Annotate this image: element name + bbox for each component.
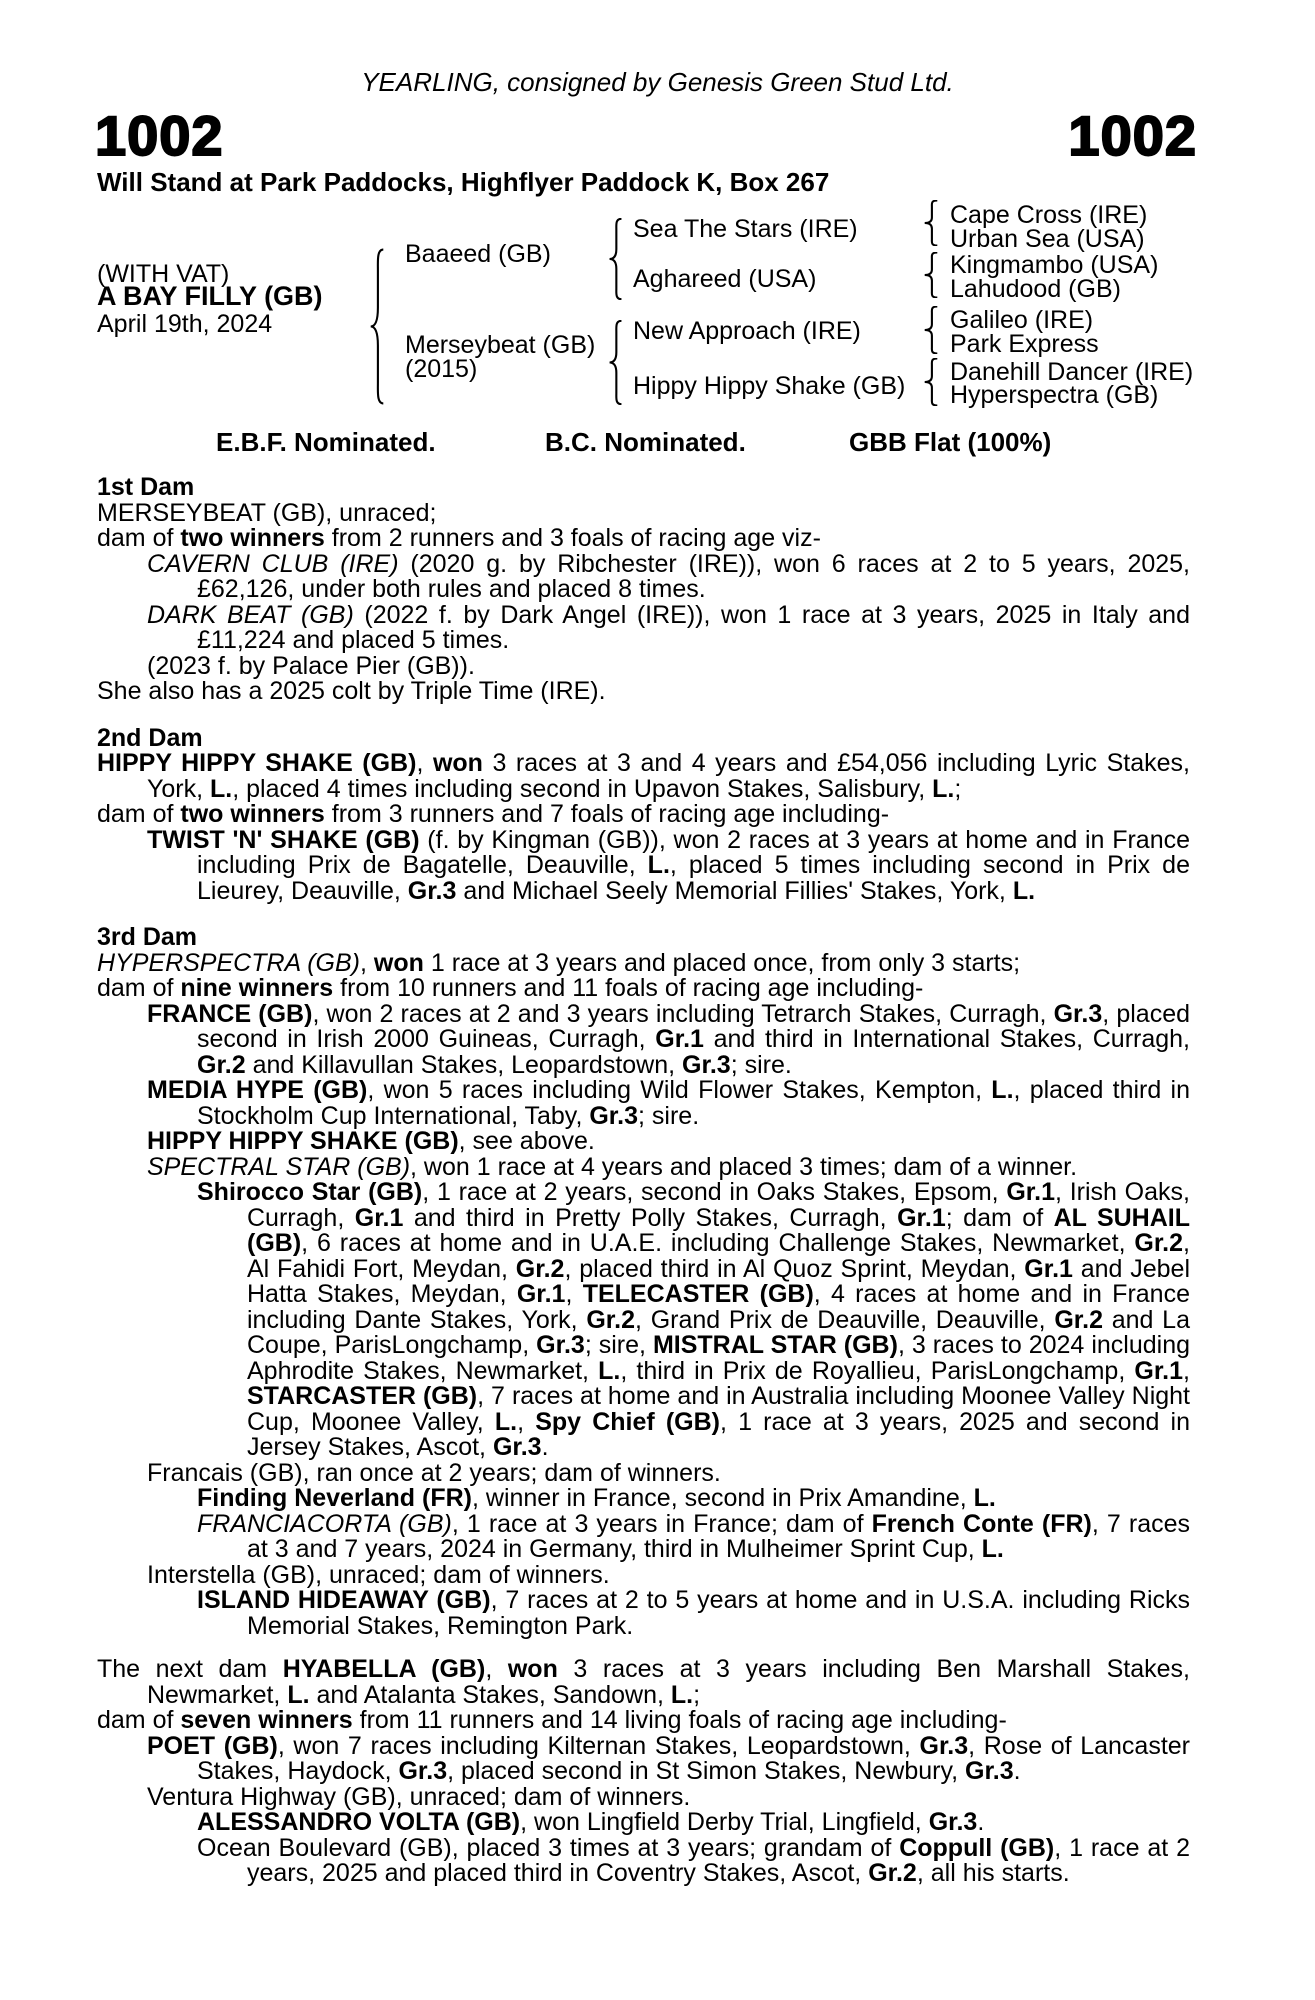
pedigree-paragraph — [97, 1708, 1190, 1734]
pedigree-paragraph — [97, 600, 1190, 654]
pedigree-paragraph — [97, 1731, 1190, 1785]
text-segment: , 7 races at home and in Australia including Moonee Valley Night Cup, Moonee Valley, — [247, 1382, 1191, 1436]
text-segment: , — [360, 948, 374, 977]
text-segment: FRANCIACORTA (GB) — [197, 1509, 452, 1538]
foal-date: April 19th, 2024 — [97, 310, 273, 338]
pedigree-paragraph — [97, 1782, 1190, 1811]
text-segment: Gr.2 — [868, 1859, 917, 1887]
text-segment: . — [977, 1808, 985, 1836]
text-segment: Gr.1 — [1134, 1356, 1184, 1385]
pedigree-paragraph — [97, 498, 1190, 527]
text-segment: , all his starts. — [916, 1859, 1070, 1887]
ebf-nominated-label: E.B.F. Nominated. — [216, 427, 436, 457]
text-segment: , — [1183, 1356, 1190, 1385]
text-segment: , won 1 race at 4 years and placed 3 times; dam of a winner. — [410, 1152, 1078, 1181]
pedigree-paragraph — [97, 1810, 1190, 1836]
text-segment: , winner in France, second in Prix Amandine, — [472, 1484, 974, 1512]
text-segment: , 1 race at 2 years, 2025 and placed third in Coventry Stakes, Ascot, — [247, 1833, 1190, 1887]
text-segment: Gr.2 — [515, 1254, 565, 1283]
pedigree-brace-sire — [607, 218, 624, 300]
pedigree-paragraph — [97, 1458, 1190, 1487]
pedigree-paragraph — [97, 1560, 1190, 1589]
text-segment: . — [1013, 1757, 1021, 1785]
text-segment: dam of — [97, 974, 181, 1002]
text-segment: , 1 race at 2 years, second in Oaks Stakes, Epsom, — [422, 1178, 1007, 1206]
text-segment: , — [517, 1407, 536, 1436]
text-segment: dam of — [97, 800, 181, 828]
great-grandparent-8: Hyperspectra (GB) — [950, 381, 1159, 409]
section-heading: 1st Dam — [97, 473, 195, 501]
text-segment: and La Coupe, ParisLongchamp, — [247, 1305, 1190, 1359]
text-segment: and Atalanta Stakes, Sandown, — [309, 1680, 671, 1709]
text-segment: HIPPY HIPPY SHAKE (GB) — [147, 1127, 459, 1155]
text-segment: won — [507, 1655, 558, 1683]
text-segment: , placed 5 times including second in Prix de Lieurey, Deauville, — [197, 851, 1190, 905]
text-segment: Francais (GB), ran once at 2 years; dam of winners. — [147, 1458, 721, 1487]
pedigree-paragraph — [97, 751, 1190, 802]
text-segment: dam of — [97, 1706, 181, 1734]
pedigree-paragraph — [97, 651, 1190, 680]
text-segment: ; — [693, 1680, 701, 1709]
text-segment: from 10 runners and 11 foals of racing age including- — [333, 974, 924, 1002]
great-grandparent-3: Kingmambo (USA) — [950, 251, 1159, 279]
text-segment: French Conte (FR) — [871, 1509, 1092, 1538]
text-segment: (f. by Kingman (GB)), won 2 races at 3 years at home and in France including Prix de Bagatelle, Deauville, — [197, 825, 1191, 879]
text-segment: L. — [287, 1680, 310, 1709]
text-segment: Ocean Boulevard (GB), placed 3 times at 3 years; grandam of — [197, 1833, 900, 1862]
text-segment: Gr.2 — [1134, 1229, 1184, 1257]
text-segment: won — [373, 948, 424, 977]
text-segment: and Michael Seely Memorial Fillies' Stakes, York, — [456, 876, 1013, 905]
text-segment: DARK BEAT (GB) — [147, 600, 354, 629]
text-segment: Coppull (GB) — [899, 1833, 1055, 1862]
text-segment: L. — [981, 1535, 1004, 1563]
text-segment: Interstella (GB), unraced; dam of winners. — [147, 1560, 610, 1589]
text-segment: Gr.3 — [589, 1101, 639, 1130]
text-segment: MERSEYBEAT (GB), unraced; — [97, 498, 437, 527]
foal-name: A BAY FILLY (GB) — [97, 281, 323, 311]
text-segment: She also has a 2025 colt by Triple Time (IRE). — [97, 677, 606, 705]
text-segment: , 6 races at home and in U.A.E. including Challenge Stakes, Newmarket, — [301, 1229, 1135, 1257]
text-segment: Ventura Highway (GB), unraced; dam of winners. — [147, 1782, 691, 1811]
text-segment: , placed second in Irish 2000 Guineas, Curragh, — [197, 999, 1191, 1053]
text-segment: , won 2 races at 2 and 3 years including Tetrarch Stakes, Curragh, — [312, 999, 1054, 1028]
text-segment: Gr.3 — [682, 1050, 731, 1079]
next-dam-section — [97, 1657, 1190, 1887]
pedigree-paragraph — [97, 1152, 1190, 1181]
text-segment: CAVERN CLUB (IRE) — [147, 549, 399, 578]
text-segment: 3 races at 3 years including Ben Marshall Stakes, Newmarket, — [147, 1655, 1190, 1709]
text-segment: ; dam of — [945, 1203, 1054, 1232]
text-segment: from 3 runners and 7 foals of racing age including- — [324, 800, 890, 828]
lot-number-right: 1002 — [1068, 104, 1197, 167]
text-segment: Gr.2 — [586, 1305, 636, 1334]
pedigree-paragraph — [97, 1180, 1190, 1461]
text-segment: won — [432, 749, 483, 777]
dam-year: (2015) — [405, 355, 478, 383]
text-segment: , won Lingfield Derby Trial, Lingfield, — [520, 1808, 929, 1836]
great-grandparent-1: Cape Cross (IRE) — [950, 201, 1148, 229]
text-segment: (2022 f. by Dark Angel (IRE)), won 1 race at 3 years, 2025 in Italy and £11,224 and placed 5 times. — [197, 600, 1190, 654]
text-segment: , Grand Prix de Deauville, Deauville, — [635, 1305, 1055, 1334]
third-dam-section — [97, 925, 1190, 1639]
pedigree-paragraph — [97, 526, 1190, 552]
pedigree-paragraph — [97, 948, 1190, 977]
text-segment: , third in Prix de Royallieu, ParisLongchamp, — [620, 1356, 1135, 1385]
text-segment: SPECTRAL STAR (GB) — [147, 1152, 411, 1181]
second-dam-section — [97, 723, 1191, 905]
text-segment: , placed 4 times including second in Upavon Stakes, Salisbury, — [232, 774, 933, 803]
text-segment: HIPPY HIPPY SHAKE (GB) — [97, 749, 417, 777]
text-segment: L. — [670, 1680, 694, 1709]
dam-name: Merseybeat (GB) — [405, 331, 596, 359]
text-segment: , see above. — [458, 1127, 595, 1155]
text-segment: POET (GB) — [147, 1731, 278, 1760]
text-segment: MISTRAL STAR (GB) — [652, 1331, 898, 1359]
text-segment: ; sire, — [584, 1331, 653, 1359]
pedigree-paragraph — [97, 802, 1190, 828]
text-segment: Gr.1 — [1006, 1178, 1055, 1206]
great-grandparent-2: Urban Sea (USA) — [950, 225, 1145, 253]
text-segment: , 7 races at 2 to 5 years at home and in U.S.A. including Ricks Memorial Stakes, Remington Park. — [247, 1586, 1191, 1640]
granddam-1: Aghareed (USA) — [633, 265, 817, 293]
first-dam-section — [97, 475, 1190, 705]
text-segment: , Al Fahidi Fort, Meydan, — [247, 1229, 1190, 1283]
pedigree-paragraph — [97, 1833, 1190, 1887]
text-segment: Spy Chief (GB) — [535, 1407, 720, 1436]
text-segment: , placed third in Al Quoz Sprint, Meydan, — [564, 1254, 1025, 1283]
pedigree-brace-gen3-1 — [922, 200, 940, 246]
text-segment: Gr.3 — [398, 1757, 448, 1785]
pedigree-paragraph — [97, 1588, 1190, 1639]
text-segment: Gr.2 — [1054, 1305, 1103, 1334]
text-segment: STARCASTER (GB) — [247, 1382, 478, 1410]
text-segment: , 1 race at 3 years in France; dam of — [451, 1509, 872, 1538]
pedigree-brace-gen3-3 — [922, 306, 940, 354]
text-segment: and third in Pretty Polly Stakes, Curragh, — [403, 1203, 898, 1232]
pedigree-paragraph — [97, 825, 1191, 905]
pedigree-paragraph — [97, 679, 1190, 705]
text-segment: , placed second in St Simon Stakes, Newbury, — [447, 1757, 965, 1785]
text-segment: L. — [991, 1076, 1014, 1104]
text-segment: , won 7 races including Kilternan Stakes, Leopardstown, — [277, 1731, 920, 1760]
sire-name: Baaeed (GB) — [405, 240, 551, 268]
pedigree-paragraph — [97, 999, 1191, 1079]
text-segment: , 1 race at 3 years, 2025 and second in Jersey Stakes, Ascot, — [247, 1407, 1190, 1461]
pedigree-brace-gen3-2 — [922, 252, 940, 298]
pedigree-paragraph — [97, 1657, 1190, 1708]
gbb-flat-label: GBB Flat (100%) — [849, 427, 1052, 457]
text-segment: FRANCE (GB) — [147, 999, 313, 1028]
text-segment: L. — [1012, 876, 1036, 905]
text-segment: AL SUHAIL (GB) — [247, 1203, 1191, 1257]
text-segment: . — [541, 1433, 549, 1461]
text-segment: TELECASTER (GB) — [582, 1280, 814, 1308]
text-segment: , Rose of Lancaster Stakes, Haydock, — [197, 1731, 1190, 1785]
text-segment: Gr.3 — [919, 1731, 969, 1760]
text-segment: ; — [954, 774, 962, 803]
pedigree-brace-main — [368, 248, 386, 405]
text-segment: L. — [598, 1356, 621, 1385]
great-grandparent-7: Danehill Dancer (IRE) — [950, 358, 1194, 386]
great-grandparent-6: Park Express — [950, 330, 1099, 358]
text-segment: HYABELLA (GB) — [282, 1655, 486, 1683]
text-segment: 1 race at 3 years and placed once, from only 3 starts; — [423, 948, 1021, 977]
text-segment: dam of — [97, 524, 181, 552]
pedigree-paragraph — [97, 976, 1190, 1002]
granddam-2: Hippy Hippy Shake (GB) — [633, 372, 906, 400]
text-segment: , Irish Oaks, Curragh, — [247, 1178, 1190, 1232]
pedigree-text-body — [97, 475, 1190, 1887]
text-segment: Gr.3 — [492, 1433, 542, 1461]
pedigree-brace-gen3-4 — [922, 358, 940, 406]
text-segment: L. — [210, 774, 233, 803]
text-segment: ; sire. — [638, 1101, 700, 1130]
text-segment: Gr.1 — [897, 1203, 946, 1232]
text-segment: The next dam — [97, 1655, 283, 1683]
text-segment: Gr.1 — [516, 1280, 566, 1308]
text-segment: , placed third in Stockholm Cup International, Taby, — [197, 1076, 1191, 1130]
text-segment: , 3 races to 2024 including Aphrodite Stakes, Newmarket, — [247, 1331, 1191, 1385]
text-segment: two winners — [180, 800, 325, 828]
text-segment: L. — [932, 774, 955, 803]
section-heading: 2nd Dam — [97, 723, 203, 752]
text-segment: Gr.3 — [1053, 999, 1103, 1028]
pedigree-paragraph — [97, 1509, 1191, 1563]
text-segment: MEDIA HYPE (GB) — [147, 1076, 368, 1104]
text-segment: , — [416, 749, 433, 777]
lot-number-left: 1002 — [95, 104, 224, 167]
pedigree-paragraph — [97, 1129, 1190, 1155]
text-segment: (2023 f. by Palace Pier (GB)). — [147, 651, 475, 680]
text-segment: and Killavullan Stakes, Leopardstown, — [245, 1050, 683, 1079]
text-segment: (2020 g. by Ribchester (IRE)), won 6 races at 2 to 5 years, 2025, £62,126, under both rules and placed 8 times. — [197, 549, 1190, 603]
pedigree-table — [0, 0, 1315, 430]
text-segment: from 11 runners and 14 living foals of racing age including- — [352, 1706, 1007, 1734]
text-segment: Gr.1 — [1024, 1254, 1073, 1283]
text-segment: ISLAND HIDEAWAY (GB) — [197, 1586, 491, 1614]
consignor-line: YEARLING, consigned by Genesis Green Stud Ltd. — [361, 67, 954, 97]
text-segment: L. — [973, 1484, 996, 1512]
text-segment: and third in International Stakes, Curragh, — [703, 1025, 1191, 1053]
text-segment: Finding Neverland (FR) — [197, 1484, 472, 1512]
text-segment: ALESSANDRO VOLTA (GB) — [197, 1808, 521, 1836]
text-segment: seven winners — [180, 1706, 353, 1734]
text-segment: L. — [494, 1407, 518, 1436]
text-segment: TWIST 'N' SHAKE (GB) — [147, 825, 420, 854]
pedigree-brace-dam — [607, 320, 624, 405]
text-segment: Gr.3 — [536, 1331, 585, 1359]
text-segment: Gr.1 — [655, 1025, 704, 1053]
text-segment: 3 races at 3 and 4 years and £54,056 including Lyric Stakes, York, — [147, 749, 1190, 803]
text-segment: , 7 races at 3 and 7 years, 2024 in Germany, third in Mulheimer Sprint Cup, — [247, 1509, 1191, 1563]
text-segment: HYPERSPECTRA (GB) — [97, 948, 361, 977]
text-segment: Gr.3 — [407, 876, 457, 905]
text-segment: L. — [647, 851, 670, 879]
text-segment: , — [485, 1655, 508, 1683]
text-segment: two winners — [180, 524, 325, 552]
section-heading: 3rd Dam — [97, 923, 198, 951]
bc-nominated-label: B.C. Nominated. — [545, 427, 746, 457]
pedigree-paragraph — [97, 1078, 1190, 1129]
text-segment: Gr.3 — [928, 1808, 978, 1836]
pedigree-paragraph — [97, 1486, 1190, 1512]
grandsire-2: New Approach (IRE) — [633, 317, 861, 345]
text-segment: from 2 runners and 3 foals of racing age viz- — [324, 524, 821, 552]
great-grandparent-5: Galileo (IRE) — [950, 306, 1094, 334]
text-segment: , won 5 races including Wild Flower Stakes, Kempton, — [367, 1076, 992, 1104]
text-segment: nine winners — [180, 974, 334, 1002]
with-vat-label: (WITH VAT) — [97, 260, 230, 288]
great-grandparent-4: Lahudood (GB) — [950, 275, 1121, 303]
text-segment: ; sire. — [730, 1050, 792, 1079]
grandsire-1: Sea The Stars (IRE) — [633, 215, 858, 243]
pedigree-paragraph — [97, 549, 1190, 603]
text-segment: and Jebel Hatta Stakes, Meydan, — [247, 1254, 1191, 1308]
text-segment: Gr.2 — [197, 1050, 246, 1079]
text-segment: Gr.3 — [965, 1757, 1014, 1785]
stand-location-line: Will Stand at Park Paddocks, Highflyer Paddock K, Box 267 — [97, 167, 830, 197]
text-segment: , — [565, 1280, 583, 1308]
text-segment: Gr.1 — [354, 1203, 404, 1232]
text-segment: , 4 races at home and in France including Dante Stakes, York, — [247, 1280, 1190, 1334]
text-segment: Shirocco Star (GB) — [197, 1178, 423, 1206]
